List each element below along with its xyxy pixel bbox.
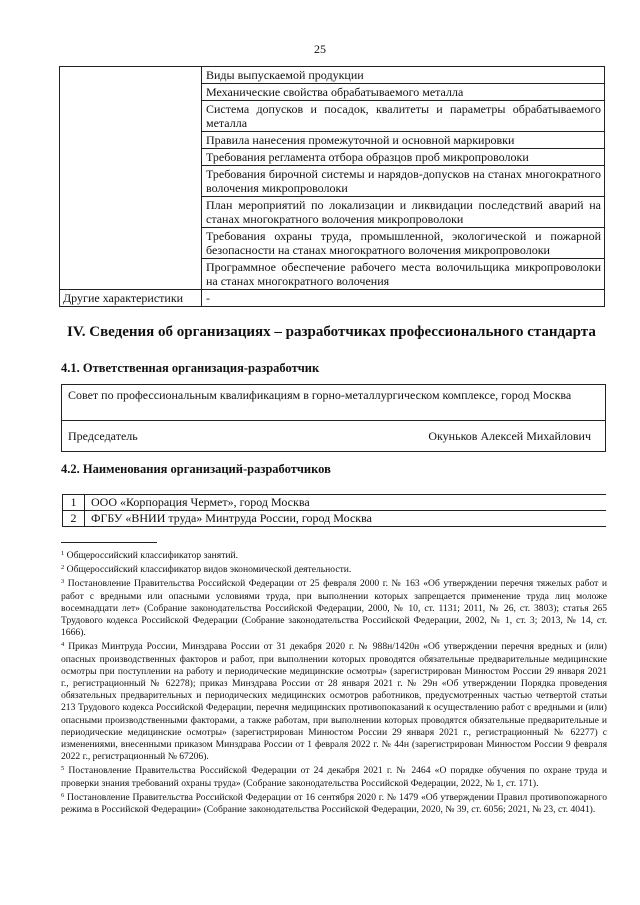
- page-number: 25: [314, 42, 326, 56]
- empty-cell: [60, 132, 202, 149]
- developer-number: 1: [63, 495, 85, 511]
- developer-name: ООО «Корпорация Чермет», город Москва: [85, 495, 607, 511]
- table-row: [60, 166, 605, 197]
- footnote-number: 3: [61, 578, 65, 586]
- footnote-text: Постановление Правительства Российской Федерации от 16 сентября 2020 г. № 1479 «Об утверждении Правил противопожарного режима в Российской Федерации» (Собрание законодательства Российской Федерации, 2020, № 39, ст. 6056; 2021, № 23, ст. 4041).: [61, 791, 607, 816]
- footnote-text: Постановление Правительства Российской Федерации от 25 февраля 2000 г. № 163 «Об утверждении перечня тяжелых работ и работ с вредными или опасными условиями труда, при выполнении которых запрещается применение труда лиц моложе восемнадцати лет» (Собрание законодательства Российской Федерации, 2000, № 10, ст. 1131; 2011, № 26, ст. 3803); статья 265 Трудового кодекса Российской Федерации (Собрание законодательства Российской Федерации, 2002, № 1, ст. 3; 2013, № 14, ст. 1666).: [61, 578, 607, 639]
- table-row: [60, 228, 605, 259]
- developers-table: [62, 494, 606, 527]
- empty-cell: [60, 259, 202, 290]
- table-row: [60, 101, 605, 132]
- footnote-number: 6: [61, 791, 65, 799]
- empty-cell: [60, 67, 202, 84]
- empty-cell: [60, 149, 202, 166]
- table-row: [60, 259, 605, 290]
- footnote: [61, 790, 607, 816]
- footnote-text: Общероссийский классификатор занятий.: [66, 550, 239, 561]
- divider: [62, 420, 605, 421]
- footnote-separator: [61, 542, 157, 543]
- table-row: [63, 495, 607, 511]
- requirement-cell: Правила нанесения промежуточной и основной маркировки: [202, 132, 605, 149]
- requirement-cell: Требования регламента отбора образцов проб микропроволоки: [202, 149, 605, 166]
- person-name: Окуньков Алексей Михайлович: [428, 429, 591, 443]
- footnote: [61, 639, 607, 763]
- requirement-cell: Виды выпускаемой продукции: [202, 67, 605, 84]
- empty-cell: [60, 228, 202, 259]
- footnote-text: Общероссийский классификатор видов экономической деятельности.: [66, 564, 352, 576]
- table-row: [60, 132, 605, 149]
- table-row: [60, 84, 605, 101]
- table-row: [60, 149, 605, 166]
- requirement-cell: Требования охраны труда, промышленной, экологической и пожарной безопасности на станах многократного волочения микропроволоки: [202, 228, 605, 259]
- empty-cell: [60, 166, 202, 197]
- developer-name: ФГБУ «ВНИИ труда» Минтруда России, город Москва: [85, 511, 607, 527]
- empty-cell: [60, 84, 202, 101]
- footnote-number: 2: [61, 564, 65, 572]
- subsection-title-developers: 4.2. Наименования организаций-разработчиков: [61, 462, 331, 476]
- table-row: [60, 67, 605, 84]
- footnote-number: 1: [61, 550, 65, 557]
- requirement-cell: Механические свойства обрабатываемого металла: [202, 84, 605, 101]
- requirement-cell: Система допусков и посадок, квалитеты и параметры обрабатываемого металла: [202, 101, 605, 132]
- requirement-cell: Программное обеспечение рабочего места волочильщика микропроволоки на станах многократного волочения: [202, 259, 605, 290]
- footnote: [61, 576, 607, 639]
- subsection-title-responsible: 4.1. Ответственная организация-разработчик: [61, 361, 320, 375]
- table-row: [63, 511, 607, 527]
- footnote: [61, 562, 607, 576]
- other-characteristics-label: Другие характеристики: [60, 290, 202, 307]
- footnote: [61, 763, 607, 789]
- organization-name: Совет по профессиональным квалификациям в горно-металлургическом комплексе, город Москва: [68, 388, 572, 402]
- footnote-text: Приказ Минтруда России, Минздрава России от 31 декабря 2020 г. № 988н/1420н «Об утверждении перечня вредных и (или) опасных производственных факторов и работ, при выполнении которых проводятся обязательные предварительные медицинские осмотры при поступлении на работу и периодические медицинские осмотры» (зарегистрирован Минюстом России 29 января 2021 г., регистрационный № 62278); приказ Минздрава России от 28 января 2021 г. № 29н «Об утверждении Порядка проведения обязательных предварительных и периодических медицинских осмотров работников, предусмотренных частью четвертой статьи 213 Трудового кодекса Российской Федерации, перечня медицинских противопоказаний к осуществлению работ с вредными и (или) опасными производственными факторами, а также работам, при выполнении которых проводятся обязательные предварительные и периодические медицинские осмотры» (зарегистрирован Минюстом России 29 января 2021 г., регистрационный № 62277) с изменениями, внесенными приказом Минздрава России от 1 февраля 2022 г. № 44н (зарегистрирован Минюстом России 9 февраля 2022 г., регистрационный № 67206).: [61, 641, 607, 763]
- footnote-number: 5: [61, 765, 65, 773]
- requirement-cell: План мероприятий по локализации и ликвидации последствий аварий на станах многократного волочения микропроволоки: [202, 197, 605, 228]
- other-characteristics-value: -: [202, 290, 605, 307]
- requirements-table: [59, 66, 605, 307]
- footnote-text: Постановление Правительства Российской Федерации от 24 декабря 2021 г. № 2464 «О порядке обучения по охране труда и проверки знания требований охраны труда» (Собрание законодательства Российской Федерации, 2022, № 1, ст. 171).: [61, 765, 607, 789]
- developer-number: 2: [63, 511, 85, 527]
- responsible-organization-box: [61, 384, 606, 452]
- footnote-number: 4: [61, 641, 65, 649]
- requirement-cell: Требования бирочной системы и нарядов-допусков на станах многократного волочения микропроволоки: [202, 166, 605, 197]
- footnote: [61, 548, 607, 562]
- empty-cell: [60, 197, 202, 228]
- position-title: Председатель: [68, 429, 138, 443]
- table-row: [60, 197, 605, 228]
- footnotes: [61, 548, 607, 816]
- empty-cell: [60, 101, 202, 132]
- table-row: [60, 290, 605, 307]
- section-title: IV. Сведения об организациях – разработчиках профессионального стандарта: [67, 324, 596, 340]
